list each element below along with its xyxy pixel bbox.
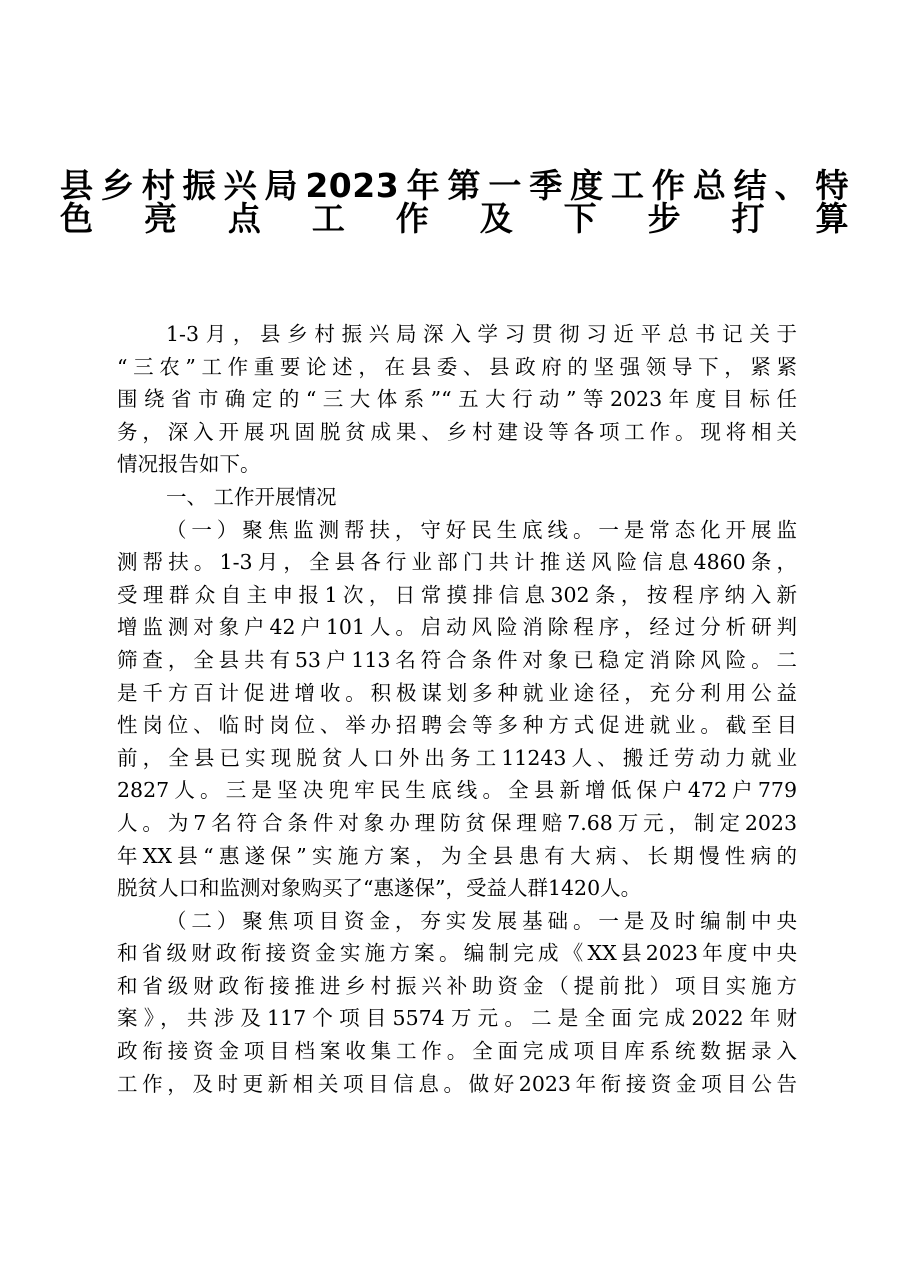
paragraph-line: 年XX县“惠遂保”实施方案，为全县患有大病、长期慢性病的	[117, 843, 797, 868]
paragraph-line: 和省级财政衔接推进乡村振兴补助资金（提前批）项目实施方	[117, 973, 797, 998]
paragraph-line: 筛查，全县共有53户113名符合条件对象已稳定消除风险。二	[117, 647, 797, 672]
paragraph-line: 和省级财政衔接资金实施方案。编制完成《XX县2023年度中央	[117, 941, 797, 966]
paragraph-line: 1-3月，县乡村振兴局深入学习贯彻习近平总书记关于	[166, 322, 797, 346]
paragraph-line: 前，全县已实现脱贫人口外出务工11243人、搬迁劳动力就业	[117, 745, 797, 770]
paragraph-line: 人。为7名符合条件对象办理防贫保理赔7.68万元，制定2023	[117, 810, 797, 835]
paragraph-line: 受理群众自主申报1次，日常摸排信息302条，按程序纳入新	[117, 582, 797, 607]
document-title	[60, 157, 849, 238]
paragraph-line: 测帮扶。1-3月，全县各行业部门共计推送风险信息4860条，	[117, 550, 797, 575]
title-line: 县乡村振兴局2023年第一季度工作总结、特	[60, 166, 849, 205]
title-line: 色亮点工作及下步打算	[60, 198, 849, 238]
paragraph-line: 案》，共涉及117个项目5574万元。二是全面完成2022年财	[117, 1006, 797, 1031]
paragraph-line: 2827人。三是坚决兜牢民生底线。全县新增低保户472户779	[117, 778, 797, 803]
paragraph-line: 政衔接资金项目档案收集工作。全面完成项目库系统数据录入	[117, 1039, 797, 1064]
paragraph-line: （二）聚焦项目资金，夯实发展基础。一是及时编制中央	[166, 908, 797, 933]
paragraph-line: 脱贫人口和监测对象购买了“惠遂保”，受益人群1420人。	[117, 876, 642, 901]
section-heading: 一、 工作开展情况	[166, 484, 337, 509]
document-body	[117, 318, 797, 1100]
paragraph-line: “三农”工作重要论述，在县委、县政府的坚强领导下，紧紧	[117, 354, 797, 379]
paragraph-line: 围绕省市确定的“三大体系”“五大行动”等2023年度目标任	[117, 387, 797, 412]
paragraph-line: 性岗位、临时岗位、举办招聘会等多种方式促进就业。截至目	[117, 713, 797, 738]
paragraph-line: 是千方百计促进增收。积极谋划多种就业途径，充分利用公益	[117, 680, 797, 705]
paragraph-line: 增监测对象户42户101人。启动风险消除程序，经过分析研判	[117, 615, 797, 640]
paragraph-line: 情况报告如下。	[117, 452, 261, 477]
paragraph-line: 工作，及时更新相关项目信息。做好2023年衔接资金项目公告	[117, 1071, 797, 1096]
paragraph-line: 务，深入开展巩固脱贫成果、乡村建设等各项工作。现将相关	[117, 419, 797, 444]
paragraph-line: （一）聚焦监测帮扶，守好民生底线。一是常态化开展监	[166, 517, 797, 542]
